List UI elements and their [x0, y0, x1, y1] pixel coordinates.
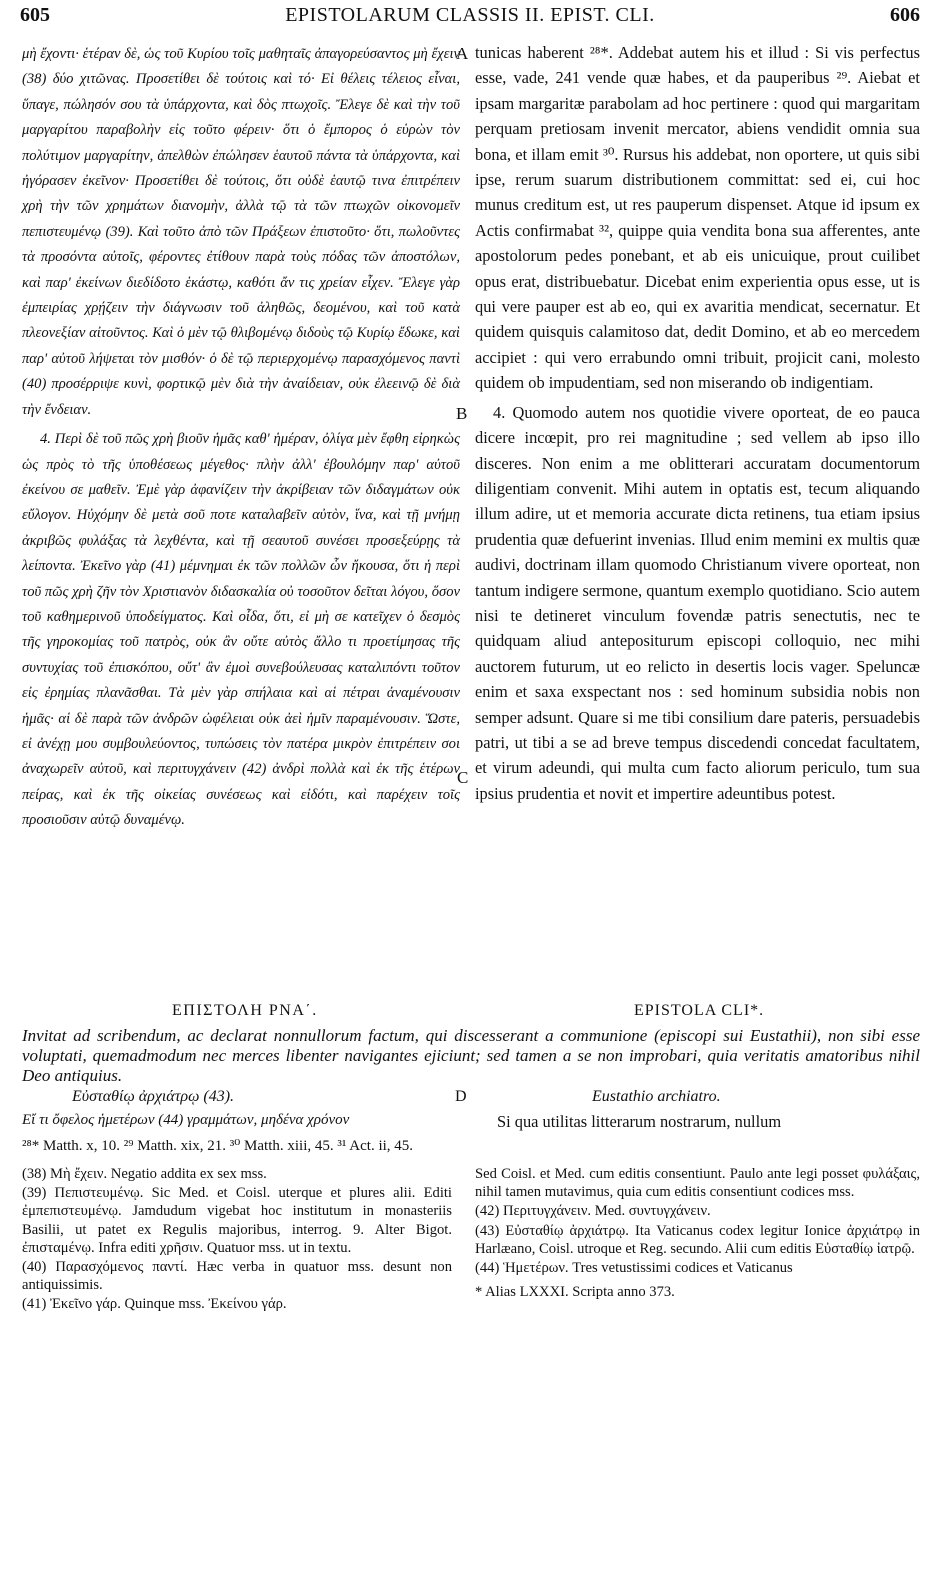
footnote: (44) Ἡμετέρων. Tres vetustissimi codices et Vaticanus — [475, 1260, 793, 1277]
latin-paragraph-1: tunicas haberent ²⁸*. Addebat autem his et illud : Si vis perfectus esse, vade, 241 vende quæ habes, et da pauperibus ²⁹. Aiebat et ipsam margaritæ parabolam ad hoc pertinere : quod qui margaritam perquam pretiosam invenit mercator, abiens vendidit omnia sua bona, et illam emit ³⁰. Rursus his addebat, non oportere, ut quis sibi ipse, rerum suarum distributionem committat: sed ei, cui hoc munus creditum est, ut res pauperum dispenset. Atque id ipsum ex Actis confirmabat ³², quippe quia vendita bona sua afferentes, ante apostolorum pedes ponebant, et ab eis unicuique, prout cuilibet opus erat, distribuebatur. Dicebat enim experientia opus esse, ut is qui vere pauper est ab eo, qui ex avaritia mendicat, secernatur. Et quidem quisquis calamitoso dat, dedit Domino, et ab eo mercedem accipiet : qui vero errabundo omni tribuit, projicit cani, molesto quidem ob impudentiam, sed non miserando ob indigentiam. — [475, 43, 920, 393]
footnotes-right — [475, 1165, 920, 1302]
footnote: (40) Παρασχόμενος παντί. Hæc verba in quatuor mss. desunt non antiquissimis. — [22, 1259, 452, 1294]
page-number-left: 605 — [20, 4, 50, 26]
footnote: (42) Περιτυγχάνειν. Med. συντυγχάνειν. — [475, 1203, 711, 1220]
greek-opening: Εἴ τι ὄφελος ἡμετέρων (44) γραμμάτων, μηδένα χρόνον — [22, 1112, 350, 1128]
greek-paragraph-1: μὴ ἔχοντι· ἑτέραν δὲ, ὡς τοῦ Κυρίου τοῖς μαθηταῖς ἀπαγορεύσαντος μὴ ἔχειν (38) δύο χιτῶνας. Προσετίθει δὲ τούτοις καὶ τό· Εἰ θέλεις τέλειος εἶναι, ὕπαγε, πώλησόν σου τὰ ὑπάρχοντα, καὶ δὸς πτωχοῖς. Ἔλεγε δὲ καὶ τὴν τοῦ μαργαρίτου παραβολὴν εἰς τοῦτο φέρειν· ὅτι ὁ ἔμπορος ὁ εὑρὼν τὸν πολύτιμον μαργαρίτην, ἀπελθὼν ἐπώλησεν ἑαυτοῦ πάντα τὰ ὑπάρχοντα, καὶ ἠγόρασεν ἐκεῖνον· Προσετίθει δὲ τούτοις, ὅτι οὐδὲ ἑαυτῷ τινα ἐπιτρέπειν χρὴ τὴν τῶν χρημάτων διανομὴν, ἀλλὰ τῷ τὰ τῶν πτωχῶν οἰκονομεῖν πεπιστευμένῳ (39). Καὶ τοῦτο ἀπὸ τῶν Πράξεων ἐπιστοῦτο· ὅτι, πωλοῦντες τὰ προσόντα αὐτοῖς, φέροντες ἐτίθουν παρὰ τοὺς πόδας τῶν ἀποστόλων, καὶ παρ' ἐκείνων διεδίδοτο ἑκάστῳ, καθότι ἄν τις χρείαν εἶχεν. Ἔλεγε γὰρ ἐμπειρίας χρῄζειν τὴν διάγνωσιν τοῦ ἀληθῶς, δεομένου, καὶ τοῦ κατὰ πλεονεξίαν αἰτοῦντος. Καὶ ὁ μὲν τῷ θλιβομένῳ διδοὺς τῷ Κυρίῳ ἔδωκε, καὶ παρ' αὐτοῦ λήψεται τὸν μισθόν· ὁ δὲ τῷ περιερχομένῳ παρασχόμενος παντὶ (40) προσέρριψε κυνὶ, φορτικῷ μὲν διὰ τὴν ἀναίδειαν, οὐκ ἐλεεινῷ δὲ διὰ τὴν ἔνδειαν. — [22, 46, 460, 418]
greek-letter-title: ΕΠΙΣΤΟΛΗ ΡΝΑ΄. — [172, 1002, 318, 1019]
latin-letter-title: EPISTOLA CLI*. — [634, 1002, 765, 1019]
greek-address: Εὐσταθίῳ ἀρχιάτρῳ (43). — [72, 1088, 235, 1105]
letter-address — [22, 1088, 920, 1112]
margin-marker-a: A — [456, 44, 469, 63]
latin-opening: Si qua utilitas litterarum nostrarum, nullum — [497, 1112, 782, 1131]
footnotes-left — [22, 1165, 452, 1315]
scripture-references: ²⁸* Matth. x, 10. ²⁹ Matth. xix, 21. ³⁰ Matth. xiii, 45. ³¹ Act. ii, 45. — [22, 1138, 414, 1154]
letter-titles — [22, 1002, 920, 1026]
alias-note: * Alias LXXXI. Scripta anno 373. — [475, 1284, 675, 1301]
greek-paragraph-2: 4. Περὶ δὲ τοῦ πῶς χρὴ βιοῦν ἡμᾶς καθ' ἡμέραν, ὀλίγα μὲν ἔφθη εἰρηκὼς ὡς πρὸς τὸ τῆς ὑποθέσεως μέγεθος· πλὴν ἀλλ' ἐβουλόμην παρ' αὐτοῦ ἐκείνου σε μαθεῖν. Ἐμὲ γὰρ ἀφανίζειν τὴν ἀκρίβειαν τῶν διδαγμάτων οὐκ εὔλογον. Ηὐχόμην δὲ μετὰ σοῦ ποτε καταλαβεῖν αὐτὸν, ἵνα, καὶ τῇ μνήμῃ ἀκριβῶς φυλάξας τὰ λεχθέντα, καὶ τῇ σεαυτοῦ συνέσει προσεξεύρῃς τὰ λείποντα. Ἐκεῖνο γὰρ (41) μέμνημαι ἐκ τῶν πολλῶν ὧν ἤκουσα, ὅτι ἡ περὶ τοῦ πῶς χρὴ ζῆν τὸν Χριστιανὸν διδασκαλία οὐ τοσοῦτον δεῖται λόγου, ὅσον τοῦ καθημερινοῦ ὑποδείγματος. Καὶ οἶδα, ὅτι, εἰ μὴ σε κατεῖχεν ὁ δεσμὸς τῆς γηροκομίας τοῦ πατρὸς, οὐκ ἂν οὔτε αὐτὸς ἄλλο τι προετίμησας τῆς συντυχίας τοῦ ἐπισκόπου, οὔτ' ἂν ἐμοὶ συνεβούλευσας καταλιπόντι τοῦτον εἰς ἐρημίας πλανᾶσθαι. Τὰ μὲν γὰρ σπήλαια καὶ αἱ πέτραι ἀναμένουσιν ἡμᾶς· αἱ δὲ παρὰ τῶν ἀνδρῶν ὠφέλειαι οὐκ ἀεὶ ἡμῖν παραμένουσιν. Ὥστε, εἰ ἀνέχῃ μου συμβουλεύοντος, τυπώσεις τὸν πατέρα μικρὸν ἐπιτρέπειν σοι ἀναχωρεῖν αὐτοῦ, καὶ περιτυγχάνειν (42) ἀνδρὶ πολλὰ καὶ ἐκ τῆς ἑτέρων πείρας, καὶ ἐκ τῆς οἰκείας συνέσεως καὶ εἰδότι, καὶ παρέχειν τοῖς προσιοῦσιν αὐτῷ δυναμένῳ. — [22, 431, 460, 829]
footnote: Sed Coisl. et Med. cum editis consentiunt. Paulo ante legi posset φυλάξαις, nihil tamen mutavimus, quia cum editis consentiunt codices mss. — [475, 1166, 920, 1201]
latin-column — [475, 40, 920, 806]
margin-marker-c: C — [457, 768, 469, 787]
latin-address: Eustathio archiatro. — [592, 1088, 721, 1105]
running-title: EPISTOLARUM CLASSIS II. EPIST. CLI. — [285, 4, 655, 26]
footnote: (43) Εὐσταθίῳ ἀρχιάτρῳ. Ita Vaticanus codex legitur Ionice ἀρχιάτρῳ in Harlæano, Coisl. utroque et Reg. secundo. Alii cum editis Εὐσταθίῳ ἰατρῷ. — [475, 1222, 920, 1257]
footnote: (41) Ἐκεῖνο γάρ. Quinque mss. Ἐκείνου γάρ. — [22, 1296, 287, 1313]
footnote: (39) Πεπιστευμένῳ. Sic Med. et Coisl. uterque et plures alii. Editi ἐμπεπιστευμένῳ. Jamdudum vigebat hoc institutum in monasteriis Basilii, ut patet ex Regulis majoribus, interrog. 9. Alter Bigot. ἐπισταμένῳ. Infra editi χρῆσιν. Quatuor mss. ut in textu. — [22, 1185, 452, 1256]
letter-summary: Invitat ad scribendum, ac declarat nonnullorum factum, qui discesserant a communione (episcopi sui Eustathii), non sibi esse voluptati, quemadmodum nec merces libenter navigantes ejiciunt; sed tamen a se non improbari, quia veritatis amatoribus nihil Deo antiquius. — [22, 1026, 920, 1085]
footnote: (38) Μὴ ἔχειν. Negatio addita ex sex mss. — [22, 1166, 267, 1182]
running-header — [20, 4, 920, 30]
letter-opening — [22, 1112, 920, 1136]
latin-paragraph-2: 4. Quomodo autem nos quotidie vivere oporteat, de eo pauca dicere incœpit, pro rei magnitudine ; sed vellem ab ipso illo disceres. Non enim a me oblitterari accuratam documentorum diligentiam convenit. Mihi autem in optatis est, tecum aliquando illum adire, ut et memoria accurate dicta retinens, tua etiam ipsius prudentia quæ defuerint invenias. Illud enim memini ex multis quæ audivi, doctrinam illam quomodo Christianum vivere oporteat, non tantum indigere sermone, quantum exemplo quotidiano. Scio autem nisi te detineret vinculum fovendæ patris senectutis, nec te quidquam aliud antepositurum episcopi colloquio, nec mihi auctorem futurum, ut eo relicto in desertis locis vager. Speluncæ enim et saxa exspectant nos : sed hominum subsidia nobis non semper adsunt. Quare si me tibi consilium dare pateris, persuadebis patri, ut tibi a se ad breve tempus discedendi concedat facultatem, et virum adeundi, qui multa cum facto aliorum periculo, tum sua ipsius prudentia et novit et impertire adeuntibus potest. — [475, 402, 920, 803]
greek-column — [22, 42, 460, 834]
page-number-right: 606 — [890, 4, 920, 26]
margin-marker-b: B — [456, 404, 468, 423]
margin-marker-d: D — [455, 1088, 467, 1105]
